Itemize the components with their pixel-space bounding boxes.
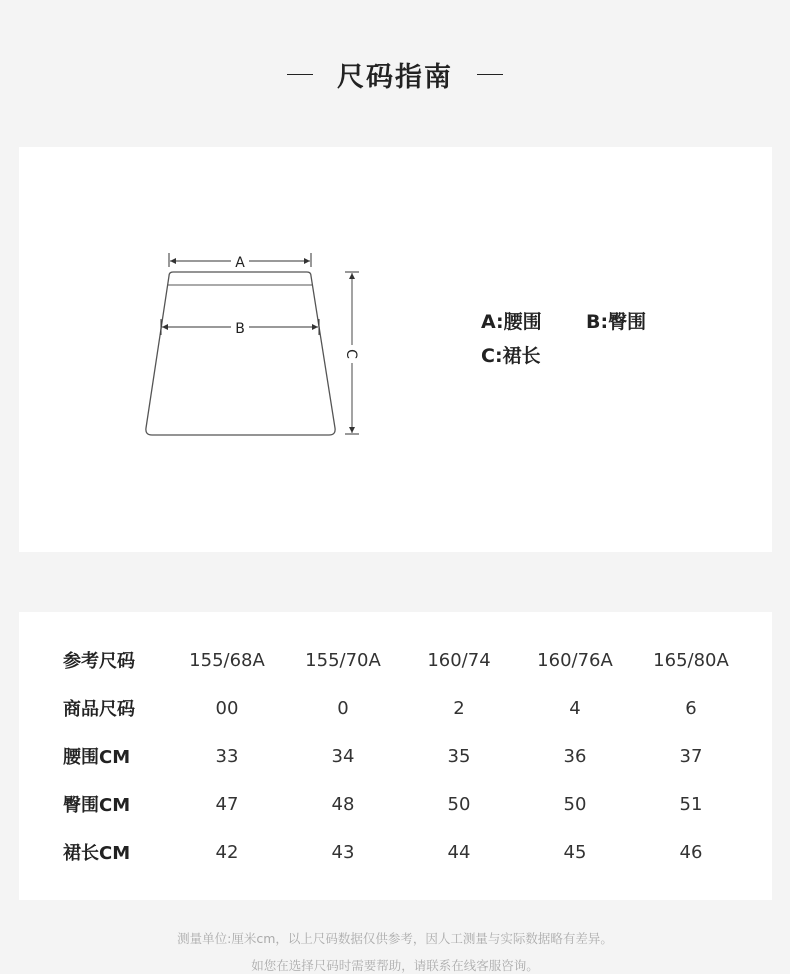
label-b: B	[235, 321, 245, 337]
table-cell: 36	[563, 745, 587, 767]
size-table-panel	[19, 612, 772, 900]
table-row-product-size	[19, 684, 772, 732]
table-cell: 165/80A	[653, 649, 729, 671]
row-header: 裙长CM	[63, 843, 131, 864]
size-diagram-panel	[19, 147, 772, 552]
row-header: 商品尺码	[63, 699, 135, 720]
table-row-reference-size	[19, 636, 772, 684]
title-dash-right	[477, 74, 503, 75]
row-header: 臀围CM	[63, 795, 131, 816]
table-cell: 4	[569, 697, 581, 719]
legend-hip: B:臀围	[586, 311, 647, 333]
table-cell: 44	[447, 841, 471, 863]
title-dash-left	[287, 74, 313, 75]
table-cell: 34	[331, 745, 355, 767]
help-note: 如您在选择尺码时需要帮助，请联系在线客服咨询。	[251, 958, 539, 973]
label-a: A	[235, 255, 245, 271]
table-cell: 160/76A	[537, 649, 613, 671]
measure-b	[161, 319, 319, 337]
measurement-note: 测量单位:厘米cm，以上尺码数据仅供参考，因人工测量与实际数据略有差异。	[177, 931, 613, 946]
table-cell: 50	[447, 793, 471, 815]
table-cell: 35	[447, 745, 471, 767]
table-cell: 50	[563, 793, 587, 815]
table-cell: 6	[685, 697, 697, 719]
page-header	[0, 52, 790, 96]
table-cell: 47	[215, 793, 239, 815]
legend-length: C:裙长	[481, 345, 541, 367]
row-header: 参考尺码	[63, 651, 135, 672]
table-row-hip	[19, 780, 772, 828]
table-cell: 42	[215, 841, 239, 863]
table-cell: 155/70A	[305, 649, 381, 671]
table-cell: 00	[215, 697, 239, 719]
table-cell: 51	[679, 793, 703, 815]
row-header: 腰围CM	[63, 747, 131, 768]
measure-c	[343, 272, 361, 434]
table-cell: 43	[331, 841, 355, 863]
table-cell: 2	[453, 697, 465, 719]
skirt-outline	[146, 272, 335, 435]
table-row-length	[19, 828, 772, 876]
table-row-waist	[19, 732, 772, 780]
measure-a	[169, 253, 311, 271]
measurement-legend	[481, 305, 691, 373]
size-table	[19, 636, 772, 876]
table-cell: 46	[679, 841, 703, 863]
table-cell: 45	[563, 841, 587, 863]
table-cell: 155/68A	[189, 649, 265, 671]
table-cell: 160/74	[427, 649, 491, 671]
table-cell: 48	[331, 793, 355, 815]
table-cell: 37	[679, 745, 703, 767]
table-cell: 0	[337, 697, 349, 719]
table-cell: 33	[215, 745, 239, 767]
page-title: 尺码指南	[337, 61, 453, 93]
label-c: C	[343, 349, 359, 359]
legend-waist: A:腰围	[481, 311, 542, 333]
